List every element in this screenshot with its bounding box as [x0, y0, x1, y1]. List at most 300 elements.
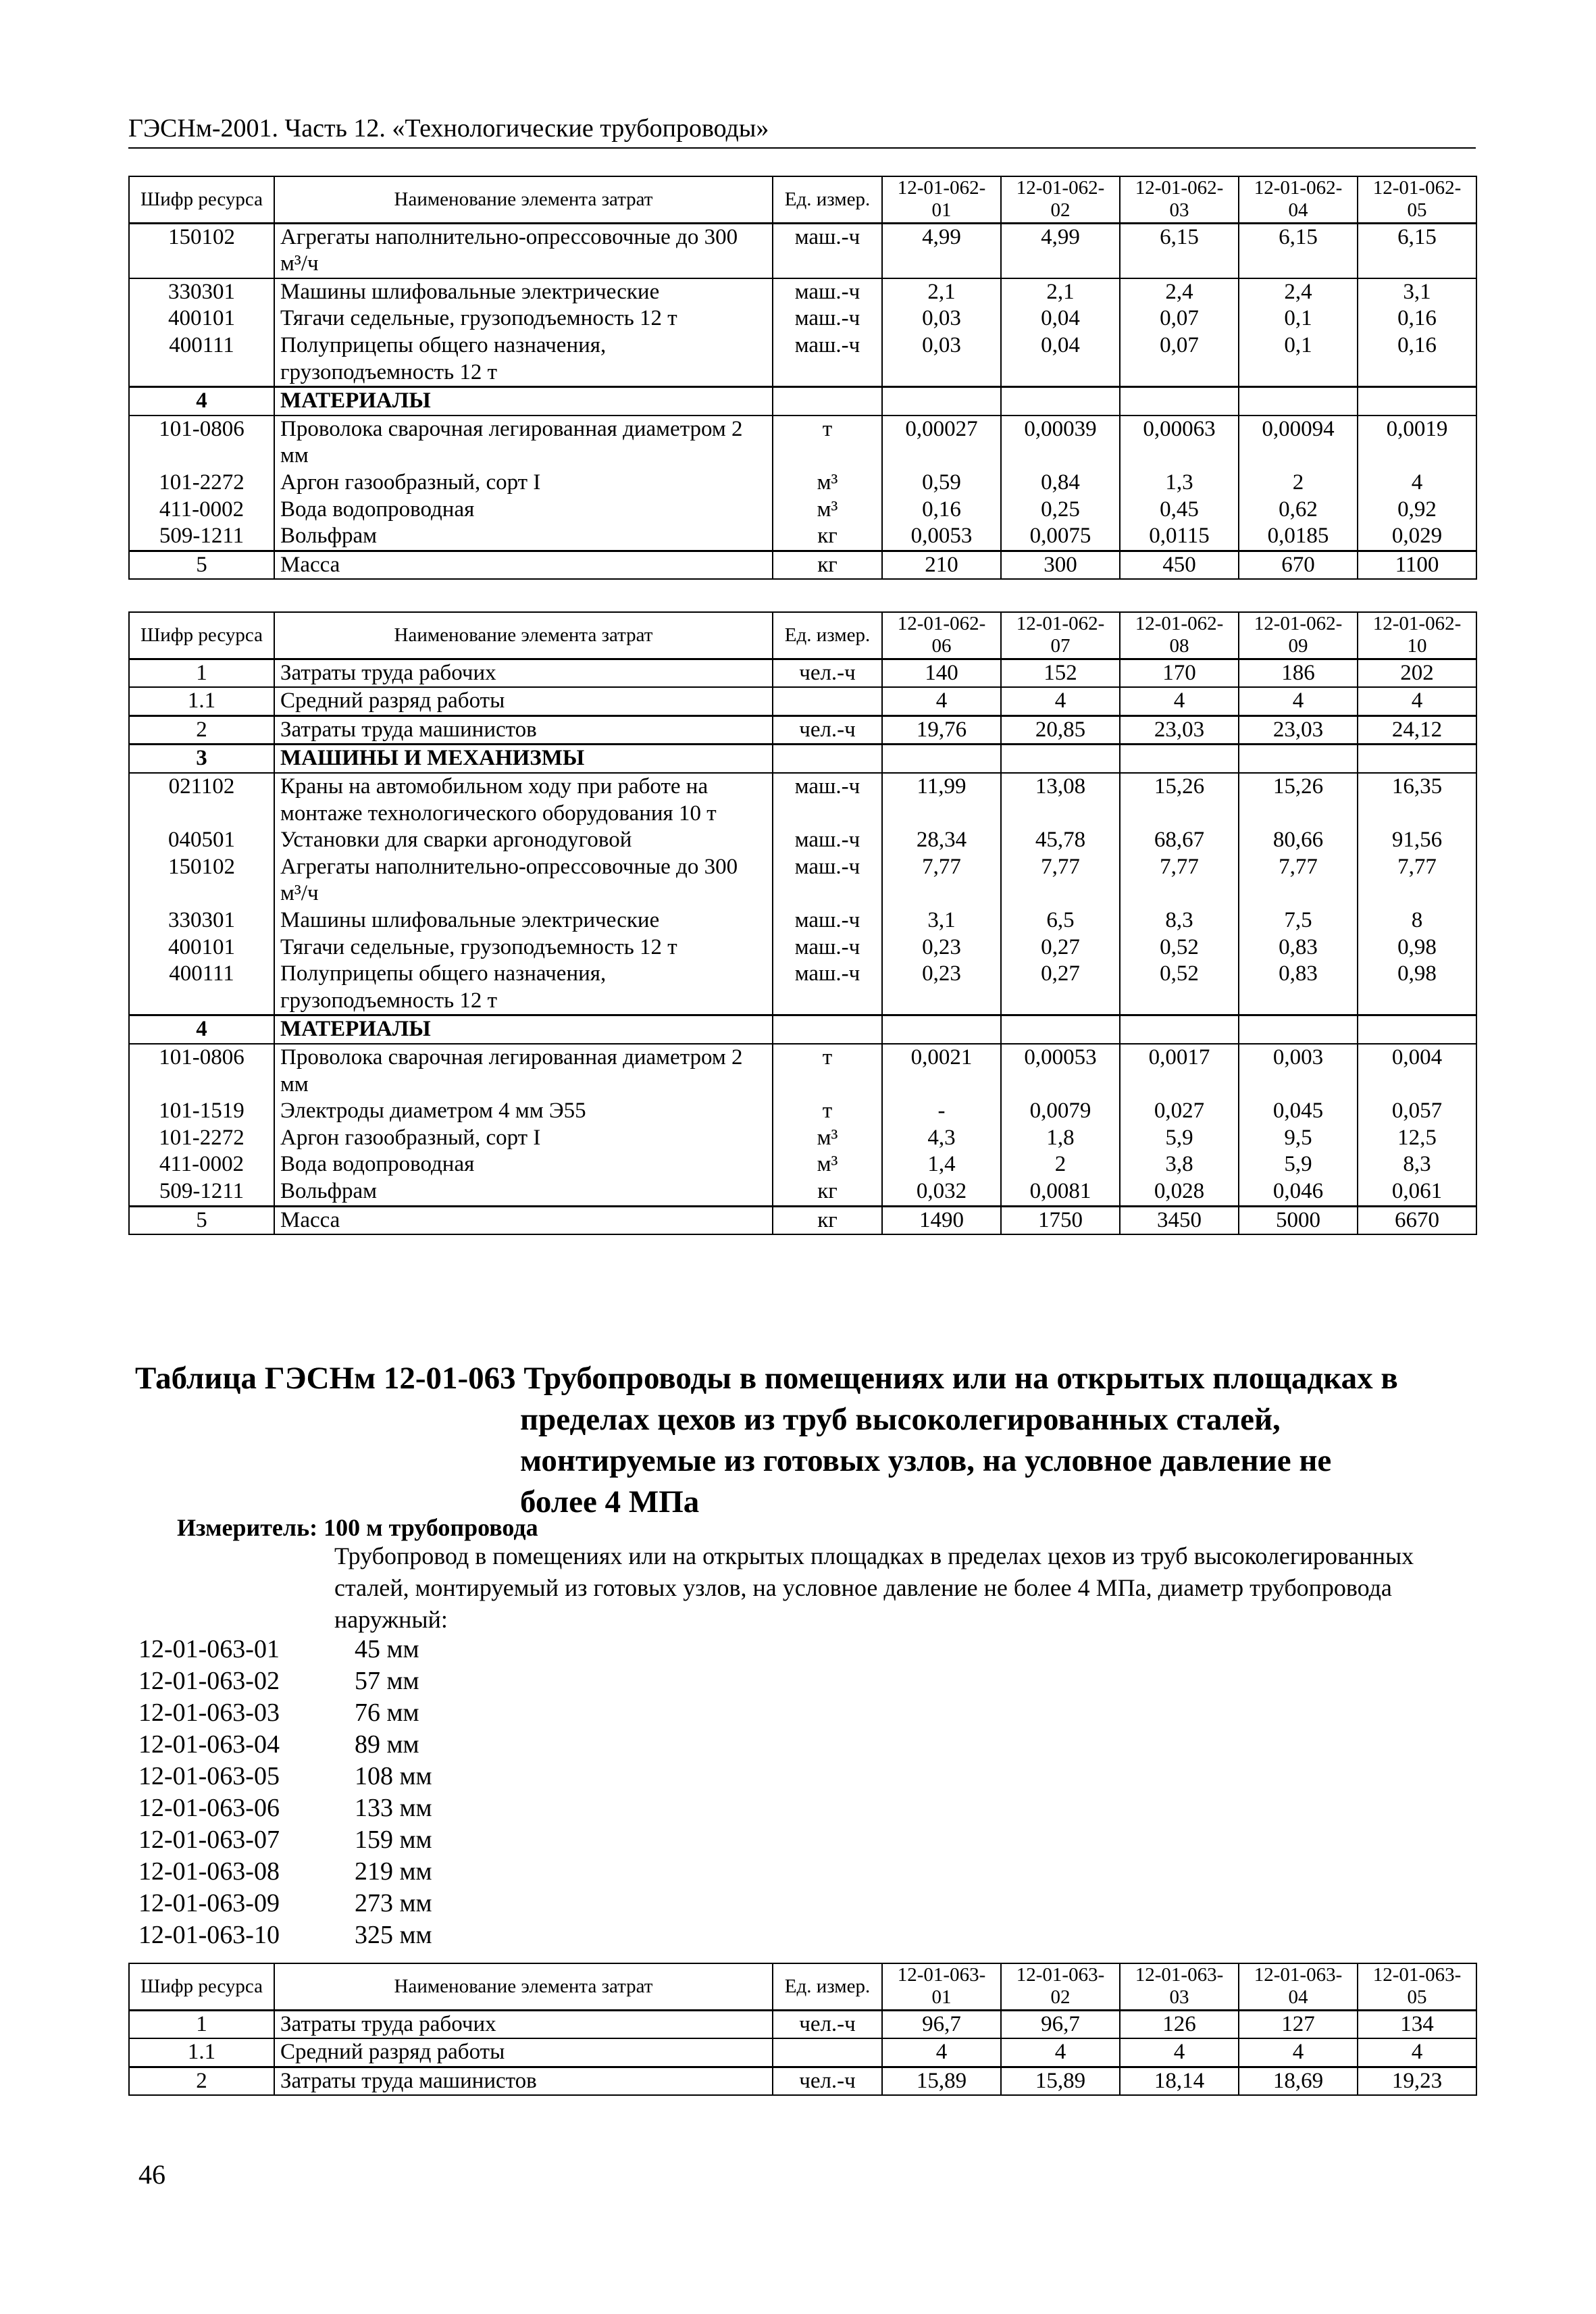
value-cell: 4 [1239, 2038, 1358, 2067]
resource-code: 2 [129, 715, 274, 745]
table-row [129, 2010, 1476, 2038]
variant-item [138, 1792, 432, 1824]
resource-table-062-06-10 [128, 611, 1477, 1235]
variant-code: 12-01-063-07 [138, 1826, 280, 1854]
value-cell: 11,99 [882, 773, 1001, 827]
value-cell: 68,67 [1120, 827, 1239, 854]
unit-cell: маш.-ч [773, 961, 882, 1015]
value-cell: 6,15 [1120, 223, 1239, 278]
value-cell: - [882, 1098, 1001, 1125]
header-row [129, 1963, 1476, 2010]
unit-cell: м³ [773, 497, 882, 524]
unit-cell: маш.-ч [773, 773, 882, 827]
unit-cell: кг [773, 1178, 882, 1206]
column-header: 12-01-062-06 [882, 612, 1001, 659]
value-cell: 300 [1001, 551, 1120, 579]
value-cell: 6,15 [1358, 223, 1476, 278]
value-cell: 80,66 [1239, 827, 1358, 854]
value-cell: 5000 [1239, 1206, 1358, 1234]
column-header: Шифр ресурса [129, 1963, 274, 2010]
variant-size: 108 мм [355, 1762, 432, 1790]
variant-size: 325 мм [355, 1921, 432, 1949]
value-cell: 0,029 [1358, 523, 1476, 551]
value-cell [1001, 745, 1120, 773]
section-heading: МАШИНЫ И МЕХАНИЗМЫ [274, 745, 773, 773]
value-cell: 4 [1120, 687, 1239, 715]
resource-name: Затраты труда рабочих [274, 2010, 773, 2038]
value-cell: 0,07 [1120, 332, 1239, 387]
value-cell: 0,04 [1001, 305, 1120, 332]
resource-name: Агрегаты наполнительно-опрессовочные до 300 м³/ч [274, 223, 773, 278]
value-cell: 23,03 [1120, 715, 1239, 745]
column-header: Шифр ресурса [129, 176, 274, 223]
column-header: Наименование элемента затрат [274, 176, 773, 223]
value-cell: 3,1 [1358, 278, 1476, 306]
variant-code: 12-01-063-09 [138, 1889, 280, 1917]
section-row [129, 745, 1476, 773]
column-header: 12-01-063-03 [1120, 1963, 1239, 2010]
table-row [129, 1044, 1476, 1098]
section-row [129, 387, 1476, 416]
page-number: 46 [138, 2159, 165, 2190]
value-cell: 15,26 [1120, 773, 1239, 827]
value-cell: 0,0081 [1001, 1178, 1120, 1206]
variant-code: 12-01-063-01 [138, 1635, 280, 1663]
resource-code: 509-1211 [129, 1178, 274, 1206]
variant-item [138, 1856, 432, 1888]
resource-code: 040501 [129, 827, 274, 854]
variant-item [138, 1634, 432, 1665]
variant-size: 159 мм [355, 1826, 432, 1854]
table-row [129, 1206, 1476, 1234]
value-cell: 0,0185 [1239, 523, 1358, 551]
value-cell: 4 [1001, 2038, 1120, 2067]
value-cell: 0,032 [882, 1178, 1001, 1206]
value-cell: 0,0017 [1120, 1044, 1239, 1098]
resource-name: Агрегаты наполнительно-опрессовочные до 300 м³/ч [274, 854, 773, 907]
table-description: Трубопровод в помещениях или на открытых площадках в пределах цехов из труб высоколегированных сталей, монтируемый из готовых узлов, на условное давление не более 4 МПа, диаметр трубопровода наружный: [334, 1542, 1414, 1633]
value-cell: 5,9 [1239, 1151, 1358, 1178]
resource-code: 5 [129, 1206, 274, 1234]
column-header: 12-01-062-01 [882, 176, 1001, 223]
variant-item [138, 1824, 432, 1856]
table-row [129, 961, 1476, 1015]
value-cell: 127 [1239, 2010, 1358, 2038]
resource-code: 1.1 [129, 687, 274, 715]
table-row [129, 278, 1476, 306]
column-header: Шифр ресурса [129, 612, 274, 659]
value-cell: 7,5 [1239, 907, 1358, 934]
value-cell: 1,3 [1120, 470, 1239, 497]
resource-code: 400111 [129, 961, 274, 1015]
column-header: 12-01-062-04 [1239, 176, 1358, 223]
value-cell: 0,92 [1358, 497, 1476, 524]
value-cell: 8,3 [1358, 1151, 1476, 1178]
resource-name: Установки для сварки аргонодуговой [274, 827, 773, 854]
table-row [129, 1098, 1476, 1125]
value-cell: 4,3 [882, 1125, 1001, 1152]
value-cell: 7,77 [1239, 854, 1358, 907]
value-cell [1358, 387, 1476, 416]
resource-name: Вода водопроводная [274, 497, 773, 524]
variant-item [138, 1729, 432, 1761]
table-row [129, 223, 1476, 278]
value-cell: 4 [1120, 2038, 1239, 2067]
resource-code: 150102 [129, 223, 274, 278]
value-cell: 670 [1239, 551, 1358, 579]
value-cell: 0,16 [1358, 332, 1476, 387]
variant-code: 12-01-063-10 [138, 1921, 280, 1949]
resource-name: Затраты труда машинистов [274, 2067, 773, 2095]
value-cell: 126 [1120, 2010, 1239, 2038]
value-cell: 4 [1001, 687, 1120, 715]
column-header: Наименование элемента затрат [274, 612, 773, 659]
value-cell: 0,046 [1239, 1178, 1358, 1206]
value-cell: 6,5 [1001, 907, 1120, 934]
variant-code: 12-01-063-05 [138, 1762, 280, 1790]
value-cell: 1490 [882, 1206, 1001, 1234]
table-row [129, 416, 1476, 470]
value-cell: 0,045 [1239, 1098, 1358, 1125]
unit-cell: кг [773, 1206, 882, 1234]
value-cell: 2,1 [882, 278, 1001, 306]
value-cell: 7,77 [1120, 854, 1239, 907]
variant-size: 133 мм [355, 1794, 432, 1822]
resource-name: Машины шлифовальные электрические [274, 907, 773, 934]
unit-cell: маш.-ч [773, 223, 882, 278]
value-cell: 0,00027 [882, 416, 1001, 470]
value-cell: 186 [1239, 659, 1358, 687]
resource-code: 400101 [129, 305, 274, 332]
unit-cell: м³ [773, 470, 882, 497]
unit-cell: чел.-ч [773, 659, 882, 687]
value-cell: 8,3 [1120, 907, 1239, 934]
value-cell: 4 [882, 687, 1001, 715]
column-header: 12-01-062-03 [1120, 176, 1239, 223]
value-cell: 152 [1001, 659, 1120, 687]
value-cell [882, 1015, 1001, 1044]
resource-name: Средний разряд работы [274, 2038, 773, 2067]
value-cell: 0,59 [882, 470, 1001, 497]
resource-code: 1 [129, 2010, 274, 2038]
value-cell: 0,98 [1358, 934, 1476, 961]
value-cell [1001, 1015, 1120, 1044]
resource-code: 101-1519 [129, 1098, 274, 1125]
value-cell: 16,35 [1358, 773, 1476, 827]
resource-code: 021102 [129, 773, 274, 827]
value-cell: 170 [1120, 659, 1239, 687]
column-header: 12-01-062-07 [1001, 612, 1120, 659]
value-cell: 0,0075 [1001, 523, 1120, 551]
value-cell: 0,45 [1120, 497, 1239, 524]
variant-code: 12-01-063-02 [138, 1667, 280, 1695]
resource-name: Вольфрам [274, 1178, 773, 1206]
value-cell: 1100 [1358, 551, 1476, 579]
unit-cell: т [773, 1044, 882, 1098]
value-cell: 3,8 [1120, 1151, 1239, 1178]
value-cell: 0,62 [1239, 497, 1358, 524]
value-cell: 6,15 [1239, 223, 1358, 278]
value-cell: 96,7 [882, 2010, 1001, 2038]
value-cell: 4 [1358, 687, 1476, 715]
variant-code: 12-01-063-04 [138, 1730, 280, 1759]
header-row [129, 176, 1476, 223]
resource-code: 5 [129, 551, 274, 579]
resource-name: Затраты труда рабочих [274, 659, 773, 687]
unit-cell: кг [773, 551, 882, 579]
measure-unit [177, 1513, 538, 1542]
table-row [129, 2038, 1476, 2067]
value-cell: 5,9 [1120, 1125, 1239, 1152]
resource-code: 3 [129, 745, 274, 773]
table-row [129, 1178, 1476, 1206]
value-cell: 1750 [1001, 1206, 1120, 1234]
value-cell: 1,8 [1001, 1125, 1120, 1152]
column-header: 12-01-063-05 [1358, 1963, 1476, 2010]
value-cell: 0,23 [882, 961, 1001, 1015]
table-row [129, 332, 1476, 387]
variant-item [138, 1919, 432, 1951]
value-cell: 0,84 [1001, 470, 1120, 497]
unit-cell [773, 687, 882, 715]
value-cell: 0,03 [882, 305, 1001, 332]
column-header: 12-01-062-02 [1001, 176, 1120, 223]
value-cell: 140 [882, 659, 1001, 687]
variant-size: 45 мм [355, 1635, 419, 1663]
resource-code: 101-0806 [129, 1044, 274, 1098]
measure-label: Измеритель: [177, 1514, 318, 1541]
value-cell: 0,027 [1120, 1098, 1239, 1125]
table-row [129, 305, 1476, 332]
variant-item [138, 1665, 432, 1697]
resource-name: Аргон газообразный, сорт I [274, 470, 773, 497]
variant-code: 12-01-063-03 [138, 1699, 280, 1727]
resource-name: Масса [274, 1206, 773, 1234]
unit-cell: т [773, 416, 882, 470]
header-row [129, 612, 1476, 659]
table-row [129, 659, 1476, 687]
column-header: 12-01-062-09 [1239, 612, 1358, 659]
value-cell: 7,77 [882, 854, 1001, 907]
value-cell: 0,23 [882, 934, 1001, 961]
value-cell: 202 [1358, 659, 1476, 687]
resource-name: Аргон газообразный, сорт I [274, 1125, 773, 1152]
value-cell: 4,99 [882, 223, 1001, 278]
resource-code: 4 [129, 1015, 274, 1044]
unit-cell: маш.-ч [773, 907, 882, 934]
value-cell: 0,98 [1358, 961, 1476, 1015]
value-cell [1120, 745, 1239, 773]
value-cell: 0,16 [1358, 305, 1476, 332]
variant-size: 219 мм [355, 1857, 432, 1886]
resource-code: 400101 [129, 934, 274, 961]
value-cell [1001, 387, 1120, 416]
value-cell: 3,1 [882, 907, 1001, 934]
column-header: 12-01-062-08 [1120, 612, 1239, 659]
column-header: Ед. измер. [773, 1963, 882, 2010]
resource-code: 400111 [129, 332, 274, 387]
resource-name: Масса [274, 551, 773, 579]
value-cell: 4 [1358, 2038, 1476, 2067]
variant-item [138, 1761, 432, 1792]
section-title-line: Таблица ГЭСНм 12-01-063 Трубопроводы в помещениях или на открытых площадках в [135, 1361, 1398, 1396]
resource-name: Полуприцепы общего назначения, грузоподъемность 12 т [274, 961, 773, 1015]
unit-cell [773, 2038, 882, 2067]
value-cell: 12,5 [1358, 1125, 1476, 1152]
table-row [129, 1151, 1476, 1178]
variant-code: 12-01-063-06 [138, 1794, 280, 1822]
value-cell: 2 [1001, 1151, 1120, 1178]
column-header: 12-01-063-04 [1239, 1963, 1358, 2010]
value-cell: 0,52 [1120, 934, 1239, 961]
value-cell: 0,07 [1120, 305, 1239, 332]
section-heading: МАТЕРИАЛЫ [274, 387, 773, 416]
variant-list [138, 1634, 432, 1951]
variant-item [138, 1697, 432, 1729]
value-cell: 0,1 [1239, 305, 1358, 332]
value-cell: 210 [882, 551, 1001, 579]
value-cell [1239, 1015, 1358, 1044]
value-cell: 6670 [1358, 1206, 1476, 1234]
value-cell: 8 [1358, 907, 1476, 934]
value-cell: 0,04 [1001, 332, 1120, 387]
value-cell: 0,83 [1239, 961, 1358, 1015]
resource-code: 4 [129, 387, 274, 416]
variant-size: 76 мм [355, 1699, 419, 1727]
unit-cell: т [773, 1098, 882, 1125]
variant-item [138, 1888, 432, 1919]
table-row [129, 773, 1476, 827]
table-row [129, 934, 1476, 961]
unit-cell: маш.-ч [773, 278, 882, 306]
value-cell: 0,004 [1358, 1044, 1476, 1098]
column-header: 12-01-063-01 [882, 1963, 1001, 2010]
table-row [129, 687, 1476, 715]
value-cell: 18,69 [1239, 2067, 1358, 2095]
table-row [129, 497, 1476, 524]
table-row [129, 827, 1476, 854]
unit-cell: маш.-ч [773, 934, 882, 961]
value-cell: 0,0079 [1001, 1098, 1120, 1125]
value-cell: 0,00053 [1001, 1044, 1120, 1098]
value-cell: 2 [1239, 470, 1358, 497]
value-cell: 9,5 [1239, 1125, 1358, 1152]
unit-cell: маш.-ч [773, 827, 882, 854]
resource-table-063-01-05 [128, 1963, 1477, 2096]
resource-name: Машины шлифовальные электрические [274, 278, 773, 306]
resource-code: 411-0002 [129, 497, 274, 524]
resource-code: 2 [129, 2067, 274, 2095]
value-cell [1358, 745, 1476, 773]
value-cell: 0,0115 [1120, 523, 1239, 551]
value-cell: 0,0019 [1358, 416, 1476, 470]
value-cell: 23,03 [1239, 715, 1358, 745]
value-cell: 0,52 [1120, 961, 1239, 1015]
value-cell: 1,4 [882, 1151, 1001, 1178]
value-cell: 91,56 [1358, 827, 1476, 854]
resource-code: 101-0806 [129, 416, 274, 470]
resource-code: 1.1 [129, 2038, 274, 2067]
value-cell [1239, 387, 1358, 416]
variant-size: 273 мм [355, 1889, 432, 1917]
value-cell: 19,76 [882, 715, 1001, 745]
value-cell: 0,00094 [1239, 416, 1358, 470]
value-cell: 19,23 [1358, 2067, 1476, 2095]
section-title-line: более 4 МПа [520, 1484, 700, 1520]
unit-cell [773, 1015, 882, 1044]
value-cell: 24,12 [1358, 715, 1476, 745]
resource-name: Тягачи седельные, грузоподъемность 12 т [274, 305, 773, 332]
column-header: 12-01-062-10 [1358, 612, 1476, 659]
value-cell: 2,4 [1120, 278, 1239, 306]
table-row [129, 2067, 1476, 2095]
table-row [129, 551, 1476, 579]
table-row [129, 1125, 1476, 1152]
value-cell: 0,0021 [882, 1044, 1001, 1098]
value-cell [882, 745, 1001, 773]
table-row [129, 907, 1476, 934]
table-row [129, 523, 1476, 551]
value-cell: 134 [1358, 2010, 1476, 2038]
column-header: 12-01-063-02 [1001, 1963, 1120, 2010]
column-header: 12-01-062-05 [1358, 176, 1476, 223]
section-title [135, 1358, 1472, 1523]
value-cell: 0,1 [1239, 332, 1358, 387]
value-cell: 4,99 [1001, 223, 1120, 278]
resource-code: 330301 [129, 278, 274, 306]
value-cell: 0,0053 [882, 523, 1001, 551]
resource-code: 411-0002 [129, 1151, 274, 1178]
value-cell: 0,83 [1239, 934, 1358, 961]
unit-cell: м³ [773, 1125, 882, 1152]
resource-name: Вольфрам [274, 523, 773, 551]
value-cell: 0,27 [1001, 961, 1120, 1015]
section-row [129, 1015, 1476, 1044]
value-cell [1239, 745, 1358, 773]
value-cell: 0,003 [1239, 1044, 1358, 1098]
value-cell: 4 [1358, 470, 1476, 497]
resource-name: Затраты труда машинистов [274, 715, 773, 745]
value-cell: 0,00039 [1001, 416, 1120, 470]
column-header: Наименование элемента затрат [274, 1963, 773, 2010]
column-header: Ед. измер. [773, 612, 882, 659]
resource-name: Электроды диаметром 4 мм Э55 [274, 1098, 773, 1125]
value-cell: 20,85 [1001, 715, 1120, 745]
resource-name: Тягачи седельные, грузоподъемность 12 т [274, 934, 773, 961]
variant-code: 12-01-063-08 [138, 1857, 280, 1886]
unit-cell: чел.-ч [773, 715, 882, 745]
unit-cell: чел.-ч [773, 2067, 882, 2095]
value-cell: 13,08 [1001, 773, 1120, 827]
value-cell: 0,061 [1358, 1178, 1476, 1206]
variant-size: 57 мм [355, 1667, 419, 1695]
value-cell [1120, 387, 1239, 416]
value-cell: 0,057 [1358, 1098, 1476, 1125]
resource-name: Полуприцепы общего назначения, грузоподъемность 12 т [274, 332, 773, 387]
value-cell: 96,7 [1001, 2010, 1120, 2038]
column-header: Ед. измер. [773, 176, 882, 223]
value-cell [1120, 1015, 1239, 1044]
value-cell: 7,77 [1001, 854, 1120, 907]
unit-cell [773, 745, 882, 773]
value-cell: 0,00063 [1120, 416, 1239, 470]
unit-cell: маш.-ч [773, 332, 882, 387]
resource-name: Средний разряд работы [274, 687, 773, 715]
value-cell: 0,25 [1001, 497, 1120, 524]
value-cell: 3450 [1120, 1206, 1239, 1234]
value-cell [1358, 1015, 1476, 1044]
value-cell: 4 [1239, 687, 1358, 715]
